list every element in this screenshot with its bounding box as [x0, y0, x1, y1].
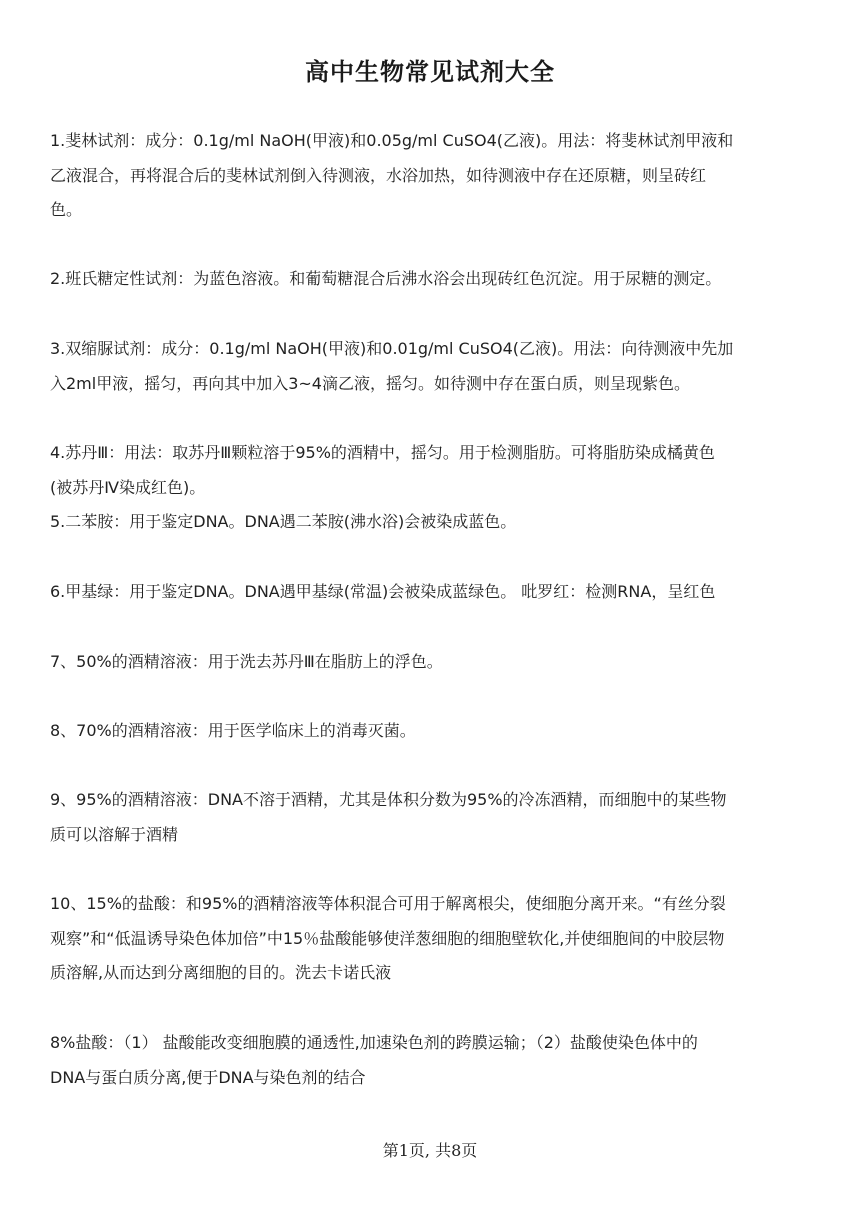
paragraph-line: 10、15%的盐酸：和95%的酒精溶液等体积混合可用于解离根尖，使细胞分离开来。“有丝分裂	[50, 894, 726, 913]
paragraph-line: 2.班氏糖定性试剂：为蓝色溶液。和葡萄糖混合后沸水浴会出现砖红色沉淀。用于尿糖的测定。	[50, 269, 722, 288]
document-title: 高中生物常见试剂大全	[305, 58, 555, 86]
paragraph-line: 质可以溶解于酒精	[50, 824, 179, 844]
paragraph-sudan-and-diphenylamine	[50, 436, 820, 540]
paragraph-line: 乙液混合，再将混合后的斐林试剂倒入待测液，水浴加热，如待测液中存在还原糖，则呈砖红	[50, 165, 707, 185]
paragraph-line: 7、50%的酒精溶液：用于洗去苏丹Ⅲ在脂肪上的浮色。	[50, 652, 443, 671]
paragraph-line: 观察”和“低温诱导染色体加倍”中15％盐酸能够使洋葱细胞的细胞壁软化,并使细胞间的中胶层物	[50, 928, 725, 948]
paragraph-hydrochloric-acid-8	[50, 1026, 820, 1095]
paragraph-line: 质溶解,从而达到分离细胞的目的。洗去卡诺氏液	[50, 963, 392, 982]
paragraph-biuret-reagent	[50, 332, 820, 401]
paragraph-methyl-green	[50, 575, 820, 610]
paragraph-line: 8%盐酸：（1） 盐酸能改变细胞膜的通透性,加速染色剂的跨膜运输；（2）盐酸使染色体中的	[50, 1033, 698, 1052]
paragraph-line: 色。	[50, 200, 83, 219]
paragraph-hydrochloric-acid-15	[50, 887, 820, 991]
paragraph-benedict-reagent	[50, 262, 820, 297]
paragraph-line: 8、70%的酒精溶液：用于医学临床上的消毒灭菌。	[50, 721, 416, 740]
paragraph-alcohol-95	[50, 783, 820, 852]
paragraph-alcohol-70	[50, 714, 820, 749]
paragraph-line: (被苏丹Ⅳ染成红色)。	[50, 477, 206, 497]
page-number-footer: 第1页, 共8页	[382, 1141, 478, 1160]
paragraph-line: 3.双缩脲试剂：成分：0.1g/ml NaOH(甲液)和0.01g/ml CuSO4(乙液)。用法：向待测液中先加	[50, 339, 734, 358]
paragraph-line: 5.二苯胺：用于鉴定DNA。DNA遇二苯胺(沸水浴)会被染成蓝色。	[50, 512, 517, 531]
paragraph-fehling-reagent	[50, 124, 820, 228]
paragraph-line: DNA与蛋白质分离,便于DNA与染色剂的结合	[50, 1067, 366, 1087]
paragraph-line: 9、95%的酒精溶液：DNA不溶于酒精，尤其是体积分数为95%的冷冻酒精，而细胞中的某些物	[50, 790, 727, 809]
paragraph-alcohol-50	[50, 645, 820, 680]
paragraph-line: 4.苏丹Ⅲ：用法：取苏丹Ⅲ颗粒溶于95%的酒精中，摇匀。用于检测脂肪。可将脂肪染成橘黄色	[50, 443, 715, 462]
paragraph-line: 1.斐林试剂：成分：0.1g/ml NaOH(甲液)和0.05g/ml CuSO4(乙液)。用法：将斐林试剂甲液和	[50, 131, 734, 150]
paragraph-line: 6.甲基绿：用于鉴定DNA。DNA遇甲基绿(常温)会被染成蓝绿色。 吡罗红：检测RNA，呈红色	[50, 582, 716, 601]
paragraph-line: 入2ml甲液，摇匀，再向其中加入3~4滴乙液，摇匀。如待测中存在蛋白质，则呈现紫色。	[50, 373, 690, 393]
